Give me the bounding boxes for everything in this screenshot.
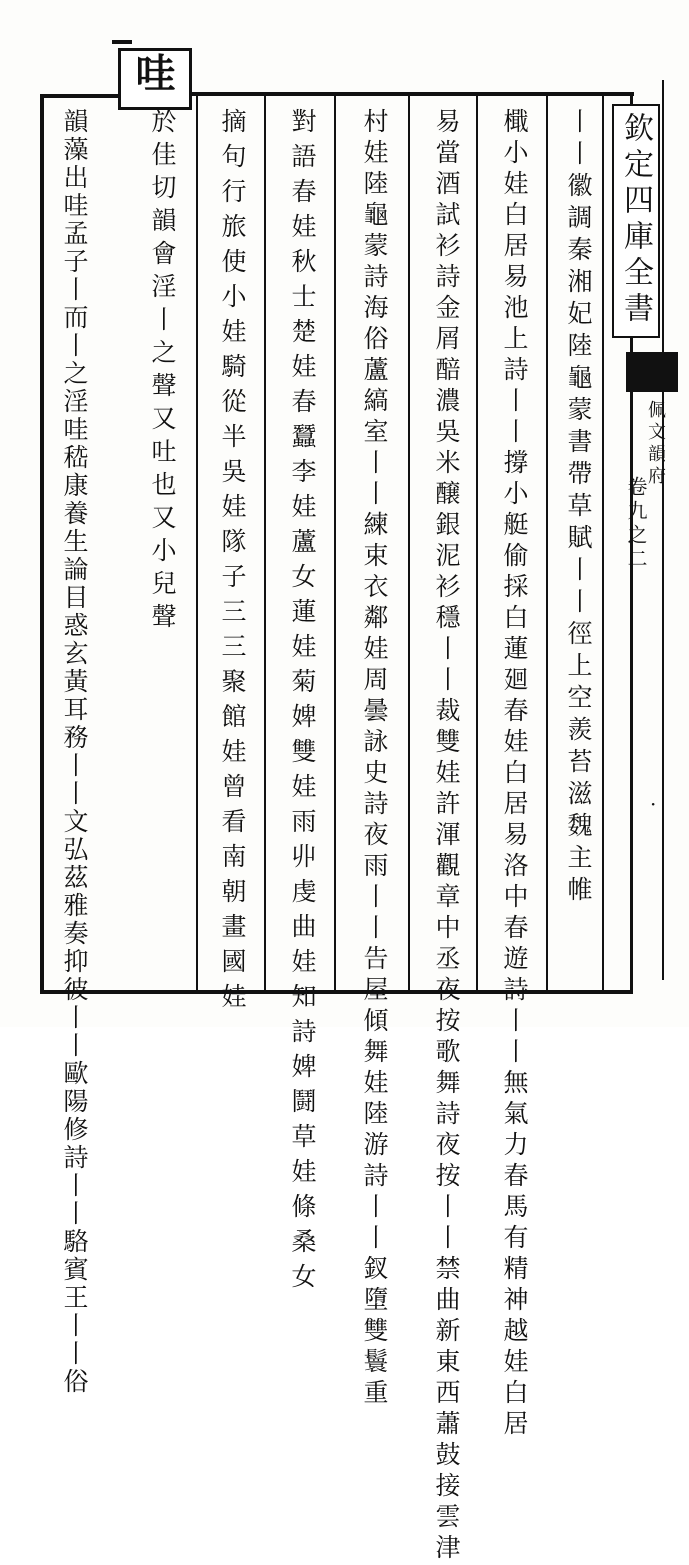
volume-label: 卷九之二 [624,476,648,572]
headword: 哇 [129,52,176,92]
page-mark: · [650,792,657,816]
left-border-top [40,94,118,98]
bottom-border [40,990,630,994]
column-divider [476,96,478,990]
text-column-5: 村娃陸龜蒙詩海俗蘆縞室丨丨練束衣鄰娃周曇詠史詩夜雨丨丨告屋傾舞娃陸游詩丨丨釵墮雙鬟重 [360,108,389,1410]
column-divider [546,96,548,990]
text-column-6: 對語春娃秋士楚娃春蠶李娃蘆女蓮娃菊婢雙娃雨丱虔曲娃知詩婢鬪草娃條桑女 [288,108,317,1298]
text-column-7: 摘句行旅使小娃騎從半吳娃隊子三三聚館娃曾看南朝畫國娃 [218,108,247,1018]
top-border [112,40,132,44]
text-column-9: 韻藻出哇孟子丨而丨之淫哇嵇康養生論目惑玄黃耳務丨丨文弘茲雅奏抑彼丨丨歐陽修詩丨丨駱賓王丨丨俗 [60,108,89,1396]
text-column-3: 檝小娃白居易池上詩丨丨撐小艇偷採白蓮廻春娃白居易洛中春遊詩丨丨無氣力春馬有精神越娃白居 [500,108,529,1441]
black-fishtail-mark [626,352,678,392]
left-border [40,94,44,994]
text-column-4: 易當酒試衫詩金屑醅濃吳米醸銀泥衫穩丨丨裁雙娃許渾觀章中丞夜按歌舞詩夜按丨丨禁曲新東西蕭鼓接雲津 [432,108,461,1565]
column-divider [334,96,336,990]
text-column-1: 丨丨徽調秦湘妃陸龜蒙書帶草賦丨丨徑上空羨苔滋魏主帷 [564,108,593,908]
column-divider [602,96,604,990]
column-divider [196,96,198,990]
book-title: 欽定四庫全書 [618,112,653,328]
column-divider [264,96,266,990]
top-border-right [186,92,634,96]
section-title: 佩文韻府 [645,400,666,488]
text-column-8: 於佳切韻會淫丨之聲又吐也又小兒聲 [148,108,177,636]
margin-strip [662,80,684,980]
column-divider [408,96,410,990]
